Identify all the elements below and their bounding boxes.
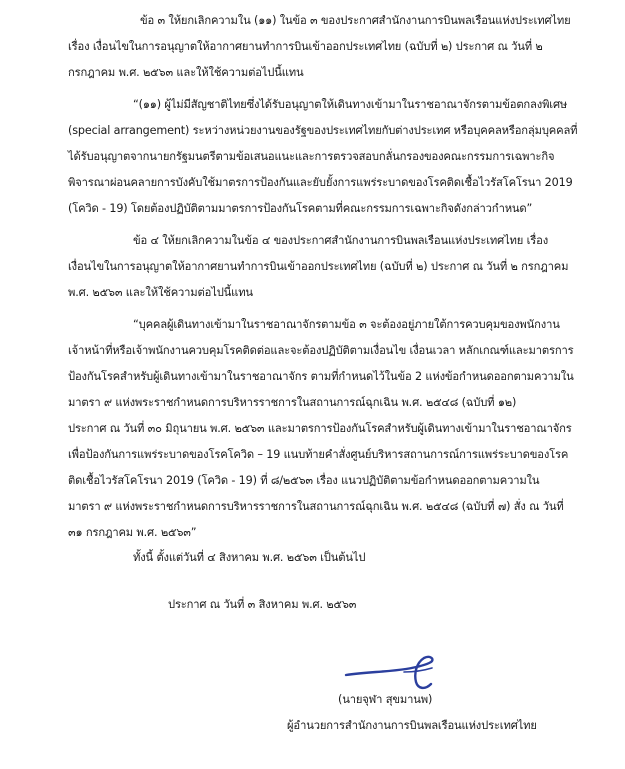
quote2-line-7: ติดเชื้อไวรัสโคโรนา 2019 (โควิด - 19) ที่ ๘/๒๕๖๓ เรื่อง แนวปฏิบัติตามข้อกำหนดออกตามความใน	[68, 474, 540, 487]
effective-date: ทั้งนี้ ตั้งแต่วันที่ ๔ สิงหาคม พ.ศ. ๒๕๖๓ เป็นต้นไป	[133, 551, 366, 564]
clause3-line-1: ข้อ ๓ ให้ยกเลิกความใน (๑๑) ในข้อ ๓ ของประกาศสำนักงานการบินพลเรือนแห่งประเทศไทย	[140, 14, 571, 27]
clause3-line-2: เรื่อง เงื่อนไขในการอนุญาตให้อากาศยานทำการบินเข้าออกประเทศไทย (ฉบับที่ ๒) ประกาศ ณ วันที่ ๒	[68, 40, 543, 53]
quote1-line-3: ได้รับอนุญาตจากนายกรัฐมนตรีตามข้อเสนอแนะและการตรวจสอบกลั่นกรองของคณะกรรมการเฉพาะกิจ	[68, 150, 555, 163]
quote2-line-2: เจ้าหน้าที่หรือเจ้าพนักงานควบคุมโรคติดต่อและจะต้องปฏิบัติตามเงื่อนไข เงื่อนเวลา หลักเกณฑ์และมาตรการ	[68, 344, 574, 357]
quote1-line-1: “(๑๑) ผู้ไม่มีสัญชาติไทยซึ่งได้รับอนุญาตให้เดินทางเข้ามาในราชอาณาจักรตามข้อตกลงพิเศษ	[133, 98, 568, 111]
quote1-line-2: (special arrangement) ระหว่างหน่วยงานของรัฐของประเทศไทยกับต่างประเทศ หรือบุคคลหรือกลุ่มบุคคลที่	[68, 124, 578, 137]
signer-title: ผู้อำนวยการสำนักงานการบินพลเรือนแห่งประเทศไทย	[287, 719, 537, 732]
quote1-line-4: พิจารณาผ่อนคลายการบังคับใช้มาตรการป้องกันและยับยั้งการแพร่ระบาดของโรคติดเชื้อไวรัสโคโรนา 2019	[68, 176, 573, 189]
quote2-line-8: มาตรา ๙ แห่งพระราชกำหนดการบริหารราชการในสถานการณ์ฉุกเฉิน พ.ศ. ๒๕๔๘ (ฉบับที่ ๗) สั่ง ณ วันที่	[68, 500, 564, 513]
announced-date: ประกาศ ณ วันที่ ๓ สิงหาคม พ.ศ. ๒๕๖๓	[168, 598, 357, 611]
quote2-line-3: ป้องกันโรคสำหรับผู้เดินทางเข้ามาในราชอาณาจักร ตามที่กำหนดไว้ในข้อ 2 แห่งข้อกำหนดออกตามความใน	[68, 370, 574, 383]
quote2-line-6: เพื่อป้องกันการแพร่ระบาดของโรคโควิด – 19 แนบท้ายคำสั่งศูนย์บริหารสถานการณ์การแพร่ระบาดของโรค	[68, 448, 569, 461]
quote2-line-4: มาตรา ๙ แห่งพระราชกำหนดการบริหารราชการในสถานการณ์ฉุกเฉิน พ.ศ. ๒๕๔๘ (ฉบับที่ ๑๒)	[68, 396, 517, 409]
clause4-line-3: พ.ศ. ๒๕๖๓ และให้ใช้ความต่อไปนี้แทน	[68, 286, 253, 299]
clause4-line-1: ข้อ ๔ ให้ยกเลิกความในข้อ ๔ ของประกาศสำนักงานการบินพลเรือนแห่งประเทศไทย เรื่อง	[133, 234, 549, 247]
quote2-line-9: ๓๑ กรกฎาคม พ.ศ. ๒๕๖๓”	[68, 526, 197, 539]
clause3-line-3: กรกฎาคม พ.ศ. ๒๕๖๓ และให้ใช้ความต่อไปนี้แทน	[68, 66, 304, 79]
signer-name: (นายจุฬา สุขมานพ)	[338, 693, 433, 706]
quote1-line-5: (โควิด - 19) โดยต้องปฏิบัติตามมาตรการป้องกันโรคตามที่คณะกรรมการเฉพาะกิจดังกล่าวกำหนด”	[68, 202, 533, 215]
signature-icon	[338, 645, 468, 695]
quote2-line-5: ประกาศ ณ วันที่ ๓๐ มิถุนายน พ.ศ. ๒๕๖๓ และมาตรการป้องกันโรคสำหรับผู้เดินทางเข้ามาในราชอาณาจักร	[68, 422, 572, 435]
quote2-line-1: “บุคคลผู้เดินทางเข้ามาในราชอาณาจักรตามข้อ ๓ จะต้องอยู่ภายใต้การควบคุมของพนักงาน	[133, 318, 560, 331]
clause4-line-2: เงื่อนไขในการอนุญาตให้อากาศยานทำการบินเข้าออกประเทศไทย (ฉบับที่ ๒) ประกาศ ณ วันที่ ๒ กรกฎาคม	[68, 260, 569, 273]
